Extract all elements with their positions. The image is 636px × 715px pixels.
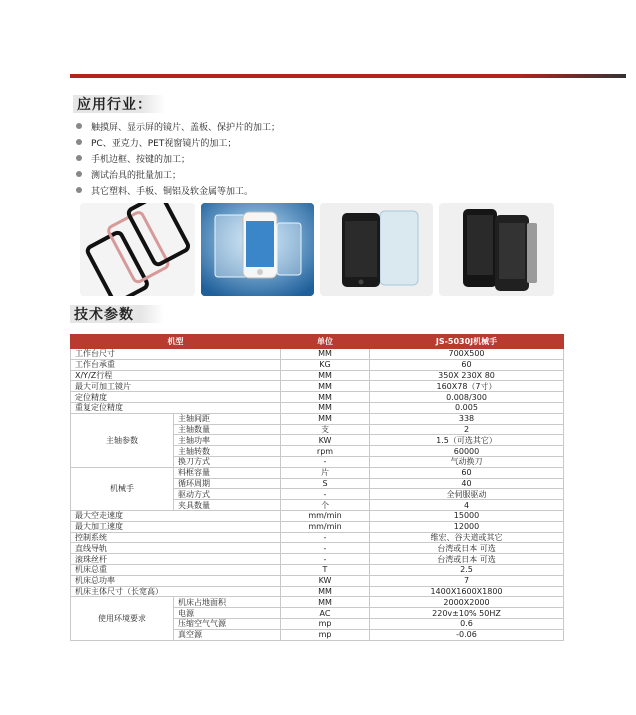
table-row: 换刀方式 - 气动换刀 xyxy=(71,456,564,467)
table-row: 主轴参数 主轴间距 MM 338 xyxy=(71,413,564,424)
table-row: X/Y/Z行程 MM 350X 230X 80 xyxy=(71,370,564,381)
table-header-row xyxy=(71,335,564,349)
table-row: 最大可加工镜片 MM 160X78（7寸） xyxy=(71,381,564,392)
table-row: 直线导轨 - 台湾或日本 可选 xyxy=(71,543,564,554)
table-row: 工作台尺寸 MM 700X500 xyxy=(71,349,564,360)
table-row: 使用环境要求 机床占地面积 MM 2000X2000 xyxy=(71,597,564,608)
list-item: 触摸屏、显示屏的镜片、盖板、保护片的加工； xyxy=(76,118,576,134)
photo-phone-film xyxy=(439,203,554,296)
table-row: 控制系统 - 维宏、谷夫道或其它 xyxy=(71,532,564,543)
list-item: PC、亚克力、PET视窗镜片的加工； xyxy=(76,134,576,150)
bullet-dot-icon xyxy=(76,171,82,177)
industry-list xyxy=(76,118,576,198)
header-model-value: JS-5030J机械手 xyxy=(370,335,564,349)
spec-table xyxy=(70,334,564,641)
table-row: 循环周期 S 40 xyxy=(71,478,564,489)
list-item: 测试治具的批量加工； xyxy=(76,166,576,182)
header-unit: 单位 xyxy=(281,335,370,349)
table-row: 重复定位精度 MM 0.005 xyxy=(71,402,564,413)
section-title-specs: 技术参数 xyxy=(70,305,164,323)
table-row: 机床总功率 KW 7 xyxy=(71,575,564,586)
list-item: 其它塑料、手板、铜铝及软金属等加工。 xyxy=(76,182,576,198)
table-row: 电源 AC 220v±10% 50HZ xyxy=(71,608,564,619)
table-row: 定位精度 MM 0.008/300 xyxy=(71,392,564,403)
bullet-dot-icon xyxy=(76,123,82,129)
bullet-dot-icon xyxy=(76,155,82,161)
bullet-dot-icon xyxy=(76,139,82,145)
table-row: 真空源 mp -0.06 xyxy=(71,629,564,640)
table-row: 机床主体尺寸（长宽高） MM 1400X1600X1800 xyxy=(71,586,564,597)
table-row: 主轴转数 rpm 60000 xyxy=(71,446,564,457)
header-divider-bar xyxy=(70,74,626,78)
photo-screen-protector xyxy=(320,203,433,296)
bullet-dot-icon xyxy=(76,187,82,193)
photo-cover-glass-frames xyxy=(80,203,195,296)
group-environment: 使用环境要求 xyxy=(71,597,174,640)
group-robot: 机械手 xyxy=(71,467,174,510)
table-row: 滚珠丝杆 - 台湾或日本 可选 xyxy=(71,554,564,565)
table-row: 压缩空气气源 mp 0.6 xyxy=(71,618,564,629)
list-item: 手机边框、按键的加工； xyxy=(76,150,576,166)
product-photo-strip xyxy=(80,203,554,296)
table-row: 机械手 料框容量 片 60 xyxy=(71,467,564,478)
section-title-industry: 应用行业： xyxy=(73,95,165,113)
table-row: 夹具数量 个 4 xyxy=(71,500,564,511)
table-row: 最大空走速度 mm/min 15000 xyxy=(71,510,564,521)
photo-phone-glass xyxy=(201,203,314,296)
group-spindle: 主轴参数 xyxy=(71,413,174,467)
table-row: 最大加工速度 mm/min 12000 xyxy=(71,521,564,532)
table-row: 工作台承重 KG 60 xyxy=(71,359,564,370)
table-row: 机床总重 T 2.5 xyxy=(71,564,564,575)
table-row: 驱动方式 - 全伺服驱动 xyxy=(71,489,564,500)
table-row: 主轴功率 KW 1.5（可选其它） xyxy=(71,435,564,446)
table-row: 主轴数量 支 2 xyxy=(71,424,564,435)
header-model: 机型 xyxy=(71,335,281,349)
